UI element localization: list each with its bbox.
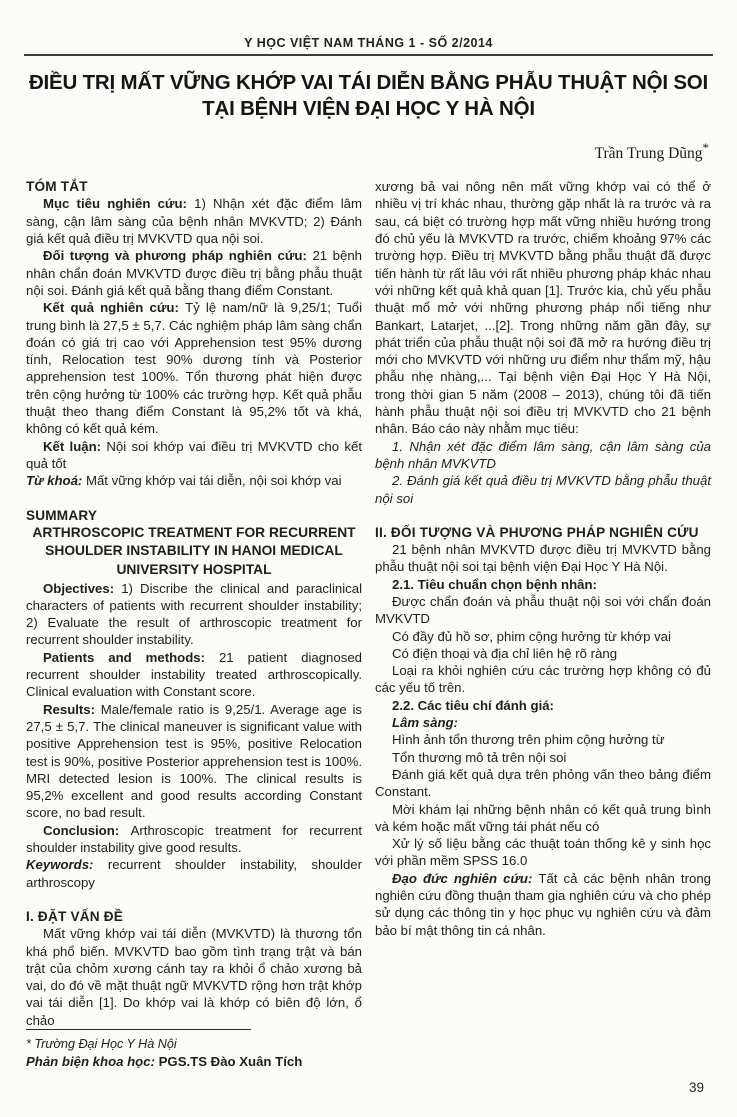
paragraph: 21 bệnh nhân MVKVTD được điều trị MVKVTD bằng phẫu thuật nội soi tại bệnh viện Đại Học Y Hà Nội.	[375, 542, 711, 575]
page-number: 39	[688, 1080, 704, 1095]
author-name: Trần Trung Dũng	[594, 145, 703, 163]
paragraph: Kết quả nghiên cứu: Tỷ lệ nam/nữ là 9,25/1; Tuổi trung bình là 27,5 ± 5,7. Các nghiệm pháp lâm sàng chẩn đoán có giá trị cao với Apprehension test 95% dương tính, Relocation test 90% dương tính và Posterior apprehension test 100%. Tổn thương phát hiện được trên cộng hưởng từ 100% các trường hợp. Kết quả phẫu thuật theo thang điểm Constant là 95,2% tốt và khá, không có kết quả kém.	[26, 300, 362, 437]
paragraph: 1. Nhận xét đặc điểm lâm sàng, cận lâm sàng của bệnh nhân MVKVTD	[375, 438, 711, 471]
footnote-review	[26, 1053, 362, 1071]
paragraph: Có đầy đủ hồ sơ, phim cộng hưởng từ khớp vai	[392, 628, 671, 644]
paragraph: 2.1. Tiêu chuẩn chọn bệnh nhân:	[392, 576, 597, 592]
section-heading: II. ĐỐI TƯỢNG VÀ PHƯƠNG PHÁP NGHIÊN CỨU	[375, 524, 699, 540]
author-line	[0, 140, 737, 163]
paragraph: 2.2. Các tiêu chí đánh giá:	[392, 697, 554, 713]
paragraph: ARTHROSCOPIC TREATMENT FOR RECURRENT SHOULDER INSTABILITY IN HANOI MEDICAL UNIVERSITY HOSPITAL	[32, 524, 356, 577]
paragraph: Patients and methods: 21 patient diagnosed recurrent shoulder instability treated arthroscopically. Clinical evaluation with Constant score.	[26, 649, 362, 700]
paragraph: Mời khám lại những bệnh nhân có kết quả trung bình và kém hoặc mất vững tái phát nếu có	[375, 801, 711, 834]
paragraph: Được chẩn đoán và phẫu thuật nội soi với chẩn đoán MVKVTD	[375, 593, 711, 627]
paragraph: Xử lý số liệu bằng các thuật toán thống kê y sinh học với phần mềm SPSS 16.0	[375, 836, 711, 869]
author-footnote-mark: *	[702, 140, 709, 155]
footnote	[26, 1029, 362, 1071]
page-title-line1: ĐIỀU TRỊ MẤT VỮNG KHỚP VAI TÁI DIỄN BẰNG PHẪU THUẬT NỘI SOI	[28, 71, 709, 94]
footnote-affiliation: * Trường Đại Học Y Hà Nội	[26, 1037, 177, 1051]
paragraph: Keywords: recurrent shoulder instability, shoulder arthroscopy	[26, 857, 363, 890]
paragraph: Results: Male/female ratio is 9,25/1. Average age is 27,5 ± 5,7. The clinical maneuver is significant value with positive Apprehension test is 95%, positive Relocation test is 90%, positive Posterior apprehension test is 100%. MRI detected lesion is 100%. The clinical results is 95,2% excellent and good results according Constant score, no bad result.	[26, 701, 363, 821]
paragraph: Có điện thoại và địa chỉ liên hệ rõ ràng	[392, 645, 618, 661]
column-right	[375, 178, 711, 1036]
footnote-review-label: Phản biện khoa học:	[26, 1054, 155, 1069]
two-column-body	[0, 178, 737, 1069]
section-heading: SUMMARY	[26, 507, 98, 523]
column-left	[26, 178, 363, 1069]
paragraph: Lâm sàng:	[392, 715, 458, 731]
section-heading: TÓM TẮT	[26, 179, 88, 195]
paragraph: 2. Đánh giá kết quả điều trị MVKVTD bằng phẫu thuật nội soi	[375, 473, 711, 506]
paragraph: Loại ra khỏi nghiên cứu các trường hợp không có đủ các yếu tố trên.	[375, 663, 711, 696]
paragraph: xương bả vai nông nên mất vững khớp vai có thể ở nhiều vị trí khác nhau, thường gặp nhất là ra trước và ra sau, cá biệt có trường hợp mất vững nhiều hướng trong đó chủ yếu là MVKVTD ra trước, chiếm khoảng 97% các trường hợp. Điều trị MVKVTD bằng phẫu thuật đã được tiến hành từ rất lâu với rất nhiều phương pháp khác nhau với những kết quả khả quan [1]. Trước kia, chủ yếu phẫu thuật mổ mở với những phương pháp nổi tiếng như Bankart, Latarjet, ...[2]. Trong những năm gần đây, sự phát triển của phẫu thuật nội soi đã mở ra hướng điều trị mới cho MVKVTD với những ưu điểm như thẩm mỹ, hậu phẫu nhẹ nhàng,... Tại bệnh viện Đại Học Y Hà Nội, trong thời gian 5 năm (2008 – 2013), chúng tôi đã tiến hành phẫu thuật nội soi điều trị MVKVTD cho 21 bệnh nhân. Báo cáo này nhằm mục tiêu:	[375, 179, 711, 437]
paragraph: Từ khoá: Mất vững khớp vai tái diễn, nội soi khớp vai	[26, 473, 342, 489]
paragraph: Kết luận: Nội soi khớp vai điều trị MVKVTD cho kết quả tốt	[26, 438, 362, 471]
paragraph: Tổn thương mô tả trên nội soi	[392, 749, 567, 765]
paragraph: Mất vững khớp vai tái diễn (MVKVTD) là thương tổn khá phổ biến. MVKVTD bao gồm tình trạng trật và bán trật của chỏm xương cánh tay ra khỏi ổ chảo xương bả vai, do đó về mặt thuật ngữ MVKVTD rộng hơn trật khớp vai tái diễn [1]. Do khớp vai là khớp có biên độ lớn, ổ chảo	[26, 926, 362, 1028]
section-heading: I. ĐẶT VẤN ĐỀ	[26, 908, 124, 924]
paragraph: Đạo đức nghiên cứu: Tất cả các bệnh nhân trong nghiên cứu đồng thuận tham gia nghiên cứu và cho phép sử dụng các thông tin y học phục vụ nghiên cứu và đảm bảo bí mật thông tin cá nhân.	[375, 870, 711, 938]
page-title-line2: TẠI BỆNH VIỆN ĐẠI HỌC Y HÀ NỘI	[202, 97, 535, 120]
paragraph: Đánh giá kết quả dựa trên phỏng vấn theo bảng điểm Constant.	[375, 766, 711, 800]
footnote-review-name: PGS.TS Đào Xuân Tích	[158, 1054, 303, 1069]
paragraph: Mục tiêu nghiên cứu: 1) Nhận xét đặc điểm lâm sàng, cận lâm sàng của bệnh nhân MVKVTD; 2) Đánh giá kết quả điều trị MVKVTD qua nội soi.	[26, 196, 362, 247]
paragraph: Hình ảnh tổn thương trên phim cộng hưởng từ	[392, 732, 665, 748]
paragraph: Objectives: 1) Discribe the clinical and paraclinical characters of patients with recurrent shoulder instability; 2) Evaluate the result of arthroscopic treatment for recurrent shoulder instability.	[26, 580, 363, 648]
paragraph: Conclusion: Arthroscopic treatment for recurrent shoulder instability give good results.	[26, 822, 362, 856]
journal-header: Y HỌC VIỆT NAM THÁNG 1 - SỐ 2/2014	[244, 36, 493, 50]
column-left-content	[26, 178, 362, 1029]
header-rule	[24, 54, 713, 56]
page-title	[0, 70, 737, 122]
column-right-content	[375, 178, 711, 939]
footnote-rule	[26, 1029, 251, 1030]
paragraph: Đối tượng và phương pháp nghiên cứu: 21 bệnh nhân chẩn đoán MVKVTD được điều trị bằng phẫu thuật nội soi. Đánh giá kết quả bằng thang điểm Constant.	[26, 248, 362, 298]
